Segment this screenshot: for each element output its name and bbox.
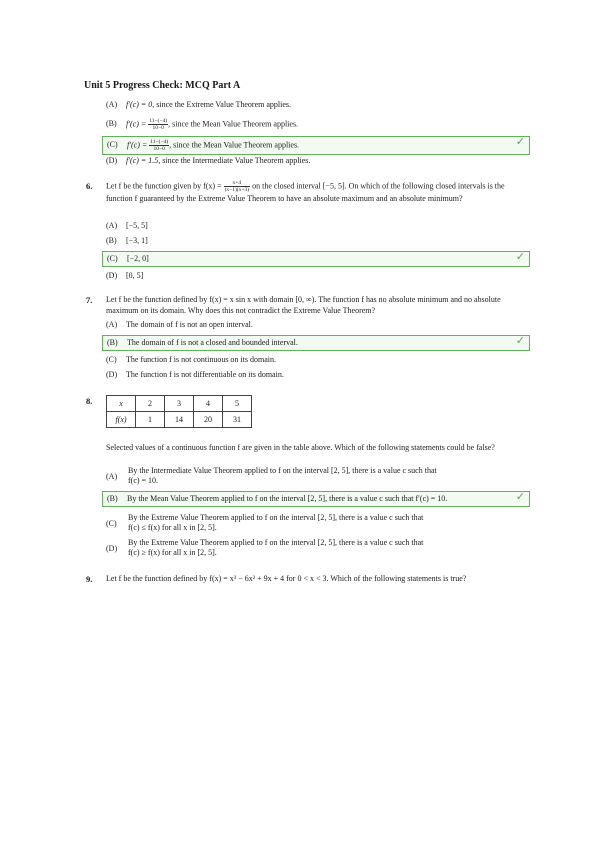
q6-option-a[interactable]: (A) [−5, 5]	[106, 221, 148, 230]
q5-option-c-correct[interactable]: (C) f′(c) = $\frac{11-(-4)}{10-0}$ , since the Mean Value Theorem applies. ✓	[102, 136, 530, 155]
question-9-text: Let f be the function defined by f(x) = x³ − 6x² + 9x + 4 for 0 < x < 3. Which of the following statements is true?	[106, 574, 467, 583]
check-icon: ✓	[515, 334, 525, 347]
q6-option-d[interactable]: (D) [0, 5]	[106, 271, 144, 280]
q7-option-c[interactable]: (C) The function f is not continuous on its domain.	[106, 355, 276, 364]
fraction: $\frac{x+4}{(x-1)(x+3)}$	[224, 180, 250, 193]
question-number: 9.	[86, 574, 93, 584]
q5-option-b[interactable]: (B) f′(c) = $\frac{11-(-4)}{10-0}$ , since the Mean Value Theorem applies.	[106, 118, 299, 131]
table-row: f(x) 1 14 20 31	[107, 412, 252, 428]
q8-option-a[interactable]: (A) By the Intermediate Value Theorem applied to f on the interval [2, 5], there is a value c such that f(c) = 10.	[106, 466, 437, 485]
table-row: x 2 3 4 5	[107, 396, 252, 412]
q6-option-c-correct[interactable]: (C) [−2, 0] ✓	[102, 251, 530, 267]
values-table	[106, 395, 252, 428]
q8-option-c[interactable]: (C) By the Extreme Value Theorem applied to f on the interval [2, 5], there is a value c such that f(c) ≤ f(x) for all x in [2, 5].	[106, 513, 424, 532]
q5-option-d[interactable]: (D) f′(c) = 1.5, since the Intermediate Value Theorem applies.	[106, 156, 311, 165]
fraction: $\frac{11-(-4)}{10-0}$	[149, 118, 168, 131]
q8-option-b-correct[interactable]: (B) By the Mean Value Theorem applied to f on the interval [2, 5], there is a value c such that f′(c) = 10. ✓	[102, 491, 530, 507]
question-number: 6.	[86, 181, 93, 191]
check-icon: ✓	[515, 490, 525, 503]
page-title: Unit 5 Progress Check: MCQ Part A	[84, 80, 241, 91]
question-7-text: Let f be the function defined by f(x) = x sin x with domain [0, ∞). The function f has no absolute minimum and no absolute maximum on its domain. Why does this not contradict the Extreme Value Theorem?	[106, 295, 501, 315]
q7-option-d[interactable]: (D) The function f is not differentiable on its domain.	[106, 370, 284, 379]
check-icon: ✓	[515, 135, 525, 148]
question-6-text: Let f be the function given by f(x) = $\frac{x+4}{(x-1)(x+3)}$ on the closed interval [−5, 5]. On which of the following closed intervals is the function f guaranteed by the Extreme Value Theorem to have an absolute maximum and an absolute minimum?	[106, 180, 505, 203]
q7-option-b-correct[interactable]: (B) The domain of f is not a closed and bounded interval. ✓	[102, 335, 530, 351]
q5-option-a[interactable]: (A) f′(c) = 0, since the Extreme Value Theorem applies.	[106, 100, 292, 109]
check-icon: ✓	[515, 250, 525, 263]
question-8-text: Selected values of a continuous function f are given in the table above. Which of the following statements could be false?	[106, 443, 495, 452]
q6-option-b[interactable]: (B) [−3, 1]	[106, 236, 148, 245]
q7-option-a[interactable]: (A) The domain of f is not an open interval.	[106, 320, 253, 329]
question-number: 8.	[86, 396, 93, 406]
fraction: $\frac{11-(-4)}{10-0}$	[150, 139, 169, 152]
question-number: 7.	[86, 295, 93, 305]
q8-option-d[interactable]: (D) By the Extreme Value Theorem applied to f on the interval [2, 5], there is a value c such that f(c) ≥ f(x) for all x in [2, 5].	[106, 538, 424, 557]
